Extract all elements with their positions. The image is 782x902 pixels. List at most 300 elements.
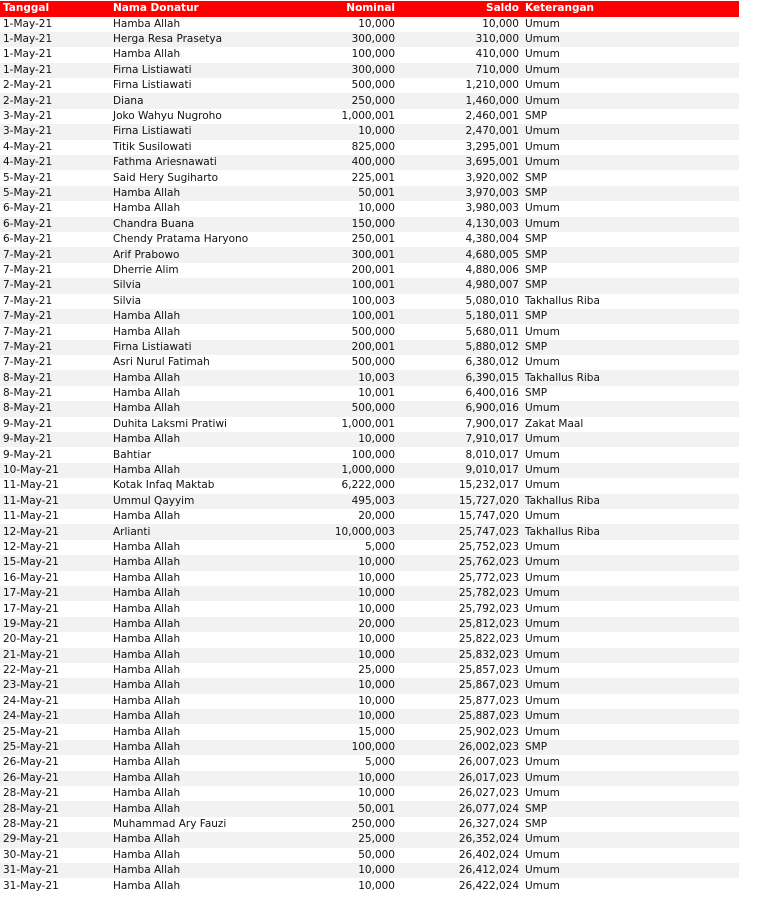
table-row [0, 817, 739, 832]
cell-keterangan: Umum [522, 447, 739, 462]
cell-saldo: 25,902,023 [398, 724, 522, 739]
cell-keterangan: Umum [522, 63, 739, 78]
table-row [0, 832, 739, 847]
cell-tanggal: 5-May-21 [0, 170, 110, 185]
cell-tanggal: 9-May-21 [0, 447, 110, 462]
cell-nama-donatur: Hamba Allah [110, 617, 288, 632]
cell-keterangan: Umum [522, 401, 739, 416]
cell-nominal: 10,000 [288, 432, 398, 447]
cell-tanggal: 9-May-21 [0, 432, 110, 447]
cell-saldo: 3,970,003 [398, 186, 522, 201]
table-row [0, 494, 739, 509]
cell-nama-donatur: Duhita Laksmi Pratiwi [110, 417, 288, 432]
cell-nominal: 100,000 [288, 447, 398, 462]
cell-keterangan: Umum [522, 17, 739, 32]
cell-saldo: 1,210,000 [398, 78, 522, 93]
cell-nama-donatur: Hamba Allah [110, 201, 288, 216]
cell-tanggal: 11-May-21 [0, 478, 110, 493]
cell-nama-donatur: Hamba Allah [110, 17, 288, 32]
cell-nama-donatur: Arif Prabowo [110, 247, 288, 262]
cell-tanggal: 3-May-21 [0, 109, 110, 124]
cell-nominal: 10,000 [288, 632, 398, 647]
cell-nominal: 10,000 [288, 771, 398, 786]
cell-saldo: 25,857,023 [398, 663, 522, 678]
cell-saldo: 2,460,001 [398, 109, 522, 124]
table-row [0, 201, 739, 216]
cell-keterangan: Umum [522, 47, 739, 62]
table-row [0, 17, 739, 32]
cell-saldo: 25,792,023 [398, 601, 522, 616]
cell-nominal: 1,000,001 [288, 109, 398, 124]
cell-tanggal: 3-May-21 [0, 124, 110, 139]
cell-saldo: 5,180,011 [398, 309, 522, 324]
cell-saldo: 3,980,003 [398, 201, 522, 216]
cell-keterangan: Umum [522, 432, 739, 447]
table-row [0, 63, 739, 78]
table-row [0, 663, 739, 678]
cell-nominal: 1,000,001 [288, 417, 398, 432]
cell-nominal: 250,000 [288, 93, 398, 108]
table-row [0, 170, 739, 185]
cell-nominal: 10,003 [288, 370, 398, 385]
cell-nominal: 300,000 [288, 63, 398, 78]
cell-tanggal: 26-May-21 [0, 771, 110, 786]
cell-saldo: 26,077,024 [398, 801, 522, 816]
cell-keterangan: Umum [522, 878, 739, 893]
table-row [0, 247, 739, 262]
cell-saldo: 25,877,023 [398, 694, 522, 709]
cell-keterangan: Umum [522, 601, 739, 616]
cell-saldo: 25,782,023 [398, 586, 522, 601]
cell-saldo: 4,980,007 [398, 278, 522, 293]
cell-nama-donatur: Hamba Allah [110, 755, 288, 770]
table-row [0, 478, 739, 493]
cell-saldo: 4,680,005 [398, 247, 522, 262]
cell-tanggal: 31-May-21 [0, 878, 110, 893]
cell-tanggal: 9-May-21 [0, 417, 110, 432]
cell-nominal: 100,001 [288, 278, 398, 293]
table-row [0, 78, 739, 93]
cell-nama-donatur: Ummul Qayyim [110, 494, 288, 509]
cell-saldo: 5,080,010 [398, 294, 522, 309]
cell-nama-donatur: Hamba Allah [110, 863, 288, 878]
header-tanggal: Tanggal [0, 1, 110, 17]
cell-saldo: 4,880,006 [398, 263, 522, 278]
cell-tanggal: 19-May-21 [0, 617, 110, 632]
table-row [0, 709, 739, 724]
cell-nominal: 50,001 [288, 186, 398, 201]
table-row [0, 370, 739, 385]
cell-nominal: 250,001 [288, 232, 398, 247]
cell-nominal: 10,000 [288, 786, 398, 801]
cell-saldo: 310,000 [398, 32, 522, 47]
table-body [0, 17, 739, 894]
cell-nama-donatur: Hamba Allah [110, 463, 288, 478]
cell-nama-donatur: Chandra Buana [110, 217, 288, 232]
cell-keterangan: SMP [522, 278, 739, 293]
cell-nama-donatur: Hamba Allah [110, 648, 288, 663]
table-row [0, 309, 739, 324]
table-row [0, 186, 739, 201]
cell-keterangan: Umum [522, 863, 739, 878]
cell-nama-donatur: Hamba Allah [110, 801, 288, 816]
cell-nominal: 10,000 [288, 124, 398, 139]
cell-tanggal: 17-May-21 [0, 586, 110, 601]
cell-saldo: 4,380,004 [398, 232, 522, 247]
cell-nama-donatur: Said Hery Sugiharto [110, 170, 288, 185]
cell-keterangan: Umum [522, 155, 739, 170]
cell-keterangan: SMP [522, 386, 739, 401]
cell-tanggal: 16-May-21 [0, 571, 110, 586]
cell-tanggal: 10-May-21 [0, 463, 110, 478]
cell-saldo: 10,000 [398, 17, 522, 32]
cell-nama-donatur: Firna Listiawati [110, 78, 288, 93]
cell-nominal: 25,000 [288, 832, 398, 847]
cell-saldo: 25,832,023 [398, 648, 522, 663]
cell-keterangan: Umum [522, 724, 739, 739]
cell-tanggal: 11-May-21 [0, 509, 110, 524]
cell-keterangan: Umum [522, 93, 739, 108]
cell-keterangan: Takhallus Riba [522, 370, 739, 385]
cell-nama-donatur: Hamba Allah [110, 386, 288, 401]
cell-keterangan: Umum [522, 555, 739, 570]
cell-keterangan: Umum [522, 678, 739, 693]
cell-tanggal: 4-May-21 [0, 140, 110, 155]
cell-nama-donatur: Hamba Allah [110, 771, 288, 786]
cell-keterangan: Takhallus Riba [522, 524, 739, 539]
cell-nama-donatur: Hamba Allah [110, 663, 288, 678]
table-row [0, 263, 739, 278]
cell-nominal: 10,000 [288, 571, 398, 586]
cell-keterangan: Umum [522, 709, 739, 724]
table-row [0, 355, 739, 370]
cell-nominal: 10,001 [288, 386, 398, 401]
cell-keterangan: Umum [522, 32, 739, 47]
cell-saldo: 1,460,000 [398, 93, 522, 108]
cell-nominal: 1,000,000 [288, 463, 398, 478]
table-row [0, 524, 739, 539]
cell-tanggal: 26-May-21 [0, 755, 110, 770]
cell-saldo: 7,910,017 [398, 432, 522, 447]
cell-saldo: 15,747,020 [398, 509, 522, 524]
cell-keterangan: SMP [522, 263, 739, 278]
cell-nominal: 10,000,003 [288, 524, 398, 539]
cell-nama-donatur: Hamba Allah [110, 555, 288, 570]
cell-keterangan: Umum [522, 663, 739, 678]
cell-nama-donatur: Hamba Allah [110, 694, 288, 709]
cell-nominal: 50,000 [288, 848, 398, 863]
cell-saldo: 3,295,001 [398, 140, 522, 155]
cell-tanggal: 29-May-21 [0, 832, 110, 847]
table-row [0, 678, 739, 693]
cell-nominal: 250,000 [288, 817, 398, 832]
cell-keterangan: Umum [522, 463, 739, 478]
header-nominal: Nominal [288, 1, 398, 17]
table-row [0, 571, 739, 586]
cell-nama-donatur: Hamba Allah [110, 324, 288, 339]
cell-saldo: 2,470,001 [398, 124, 522, 139]
cell-nominal: 200,001 [288, 263, 398, 278]
cell-nominal: 10,000 [288, 648, 398, 663]
cell-saldo: 25,887,023 [398, 709, 522, 724]
table-row [0, 540, 739, 555]
cell-saldo: 25,772,023 [398, 571, 522, 586]
table-row [0, 724, 739, 739]
cell-tanggal: 15-May-21 [0, 555, 110, 570]
table-row [0, 278, 739, 293]
cell-nama-donatur: Hamba Allah [110, 186, 288, 201]
cell-tanggal: 4-May-21 [0, 155, 110, 170]
table-row [0, 340, 739, 355]
table-row [0, 432, 739, 447]
table-row [0, 124, 739, 139]
cell-nominal: 5,000 [288, 755, 398, 770]
cell-nominal: 495,003 [288, 494, 398, 509]
cell-nama-donatur: Hamba Allah [110, 432, 288, 447]
cell-tanggal: 30-May-21 [0, 848, 110, 863]
cell-tanggal: 31-May-21 [0, 863, 110, 878]
cell-saldo: 25,867,023 [398, 678, 522, 693]
cell-nama-donatur: Hamba Allah [110, 878, 288, 893]
cell-keterangan: Umum [522, 848, 739, 863]
cell-saldo: 26,412,024 [398, 863, 522, 878]
cell-nama-donatur: Hamba Allah [110, 47, 288, 62]
table-row [0, 863, 739, 878]
cell-nama-donatur: Muhammad Ary Fauzi [110, 817, 288, 832]
cell-nama-donatur: Arlianti [110, 524, 288, 539]
cell-nominal: 300,000 [288, 32, 398, 47]
cell-keterangan: Umum [522, 632, 739, 647]
cell-nama-donatur: Chendy Pratama Haryono [110, 232, 288, 247]
table-row [0, 47, 739, 62]
cell-tanggal: 7-May-21 [0, 294, 110, 309]
cell-nominal: 10,000 [288, 586, 398, 601]
cell-nama-donatur: Hamba Allah [110, 401, 288, 416]
table-row [0, 463, 739, 478]
cell-keterangan: Umum [522, 755, 739, 770]
cell-keterangan: Umum [522, 540, 739, 555]
cell-nominal: 15,000 [288, 724, 398, 739]
cell-keterangan: Umum [522, 124, 739, 139]
cell-tanggal: 23-May-21 [0, 678, 110, 693]
cell-nama-donatur: Silvia [110, 294, 288, 309]
cell-nominal: 150,000 [288, 217, 398, 232]
cell-nama-donatur: Asri Nurul Fatimah [110, 355, 288, 370]
cell-tanggal: 12-May-21 [0, 540, 110, 555]
cell-nominal: 20,000 [288, 617, 398, 632]
cell-saldo: 8,010,017 [398, 447, 522, 462]
table-row [0, 801, 739, 816]
table-row [0, 109, 739, 124]
table-row [0, 740, 739, 755]
cell-saldo: 26,027,023 [398, 786, 522, 801]
cell-keterangan: Zakat Maal [522, 417, 739, 432]
table-row [0, 140, 739, 155]
cell-keterangan: Umum [522, 355, 739, 370]
cell-nominal: 200,001 [288, 340, 398, 355]
cell-nama-donatur: Dherrie Alim [110, 263, 288, 278]
cell-keterangan: Umum [522, 571, 739, 586]
cell-nama-donatur: Hamba Allah [110, 724, 288, 739]
table-row [0, 601, 739, 616]
cell-nominal: 6,222,000 [288, 478, 398, 493]
cell-nominal: 100,001 [288, 309, 398, 324]
cell-saldo: 26,352,024 [398, 832, 522, 847]
cell-nama-donatur: Hamba Allah [110, 740, 288, 755]
cell-keterangan: Takhallus Riba [522, 294, 739, 309]
cell-saldo: 26,402,024 [398, 848, 522, 863]
cell-nominal: 100,000 [288, 740, 398, 755]
table-row [0, 294, 739, 309]
cell-nama-donatur: Kotak Infaq Maktab [110, 478, 288, 493]
cell-tanggal: 7-May-21 [0, 263, 110, 278]
cell-tanggal: 28-May-21 [0, 801, 110, 816]
cell-saldo: 6,390,015 [398, 370, 522, 385]
cell-saldo: 410,000 [398, 47, 522, 62]
cell-tanggal: 1-May-21 [0, 32, 110, 47]
cell-keterangan: SMP [522, 186, 739, 201]
table-row [0, 586, 739, 601]
cell-nominal: 225,001 [288, 170, 398, 185]
cell-nominal: 10,000 [288, 709, 398, 724]
cell-tanggal: 11-May-21 [0, 494, 110, 509]
cell-keterangan: SMP [522, 340, 739, 355]
cell-tanggal: 7-May-21 [0, 247, 110, 262]
cell-nama-donatur: Diana [110, 93, 288, 108]
cell-saldo: 25,762,023 [398, 555, 522, 570]
table-row [0, 694, 739, 709]
cell-tanggal: 2-May-21 [0, 78, 110, 93]
cell-nominal: 10,000 [288, 678, 398, 693]
cell-tanggal: 8-May-21 [0, 386, 110, 401]
cell-nominal: 10,000 [288, 17, 398, 32]
cell-keterangan: Umum [522, 478, 739, 493]
table-row [0, 417, 739, 432]
cell-keterangan: Umum [522, 324, 739, 339]
cell-nama-donatur: Hamba Allah [110, 786, 288, 801]
cell-nama-donatur: Hamba Allah [110, 571, 288, 586]
donation-ledger-table [0, 1, 739, 894]
cell-nominal: 100,000 [288, 47, 398, 62]
cell-saldo: 3,695,001 [398, 155, 522, 170]
cell-tanggal: 7-May-21 [0, 324, 110, 339]
cell-nama-donatur: Hamba Allah [110, 709, 288, 724]
cell-tanggal: 21-May-21 [0, 648, 110, 663]
cell-nama-donatur: Herga Resa Prasetya [110, 32, 288, 47]
cell-keterangan: Takhallus Riba [522, 494, 739, 509]
cell-tanggal: 5-May-21 [0, 186, 110, 201]
cell-nama-donatur: Hamba Allah [110, 632, 288, 647]
table-row [0, 217, 739, 232]
cell-nama-donatur: Hamba Allah [110, 678, 288, 693]
header-saldo: Saldo [398, 1, 522, 17]
cell-nama-donatur: Titik Susilowati [110, 140, 288, 155]
cell-nama-donatur: Bahtiar [110, 447, 288, 462]
cell-keterangan: Umum [522, 217, 739, 232]
cell-nominal: 500,000 [288, 78, 398, 93]
cell-tanggal: 28-May-21 [0, 817, 110, 832]
cell-tanggal: 28-May-21 [0, 786, 110, 801]
cell-keterangan: Umum [522, 832, 739, 847]
table-row [0, 848, 739, 863]
cell-nominal: 10,000 [288, 863, 398, 878]
table-row [0, 555, 739, 570]
cell-nominal: 400,000 [288, 155, 398, 170]
cell-saldo: 5,880,012 [398, 340, 522, 355]
cell-saldo: 6,400,016 [398, 386, 522, 401]
cell-keterangan: Umum [522, 509, 739, 524]
cell-tanggal: 1-May-21 [0, 17, 110, 32]
cell-saldo: 26,002,023 [398, 740, 522, 755]
cell-nominal: 100,003 [288, 294, 398, 309]
cell-nama-donatur: Hamba Allah [110, 370, 288, 385]
cell-tanggal: 8-May-21 [0, 370, 110, 385]
cell-tanggal: 1-May-21 [0, 63, 110, 78]
cell-saldo: 9,010,017 [398, 463, 522, 478]
table-row [0, 786, 739, 801]
table-row [0, 386, 739, 401]
cell-nominal: 825,000 [288, 140, 398, 155]
cell-nominal: 500,000 [288, 401, 398, 416]
cell-saldo: 25,812,023 [398, 617, 522, 632]
cell-keterangan: SMP [522, 247, 739, 262]
cell-saldo: 26,007,023 [398, 755, 522, 770]
cell-tanggal: 12-May-21 [0, 524, 110, 539]
cell-tanggal: 24-May-21 [0, 694, 110, 709]
cell-tanggal: 17-May-21 [0, 601, 110, 616]
cell-nama-donatur: Hamba Allah [110, 848, 288, 863]
table-header [0, 1, 739, 17]
cell-keterangan: SMP [522, 740, 739, 755]
table-row [0, 771, 739, 786]
cell-saldo: 3,920,002 [398, 170, 522, 185]
cell-saldo: 15,727,020 [398, 494, 522, 509]
cell-keterangan: SMP [522, 801, 739, 816]
cell-saldo: 6,380,012 [398, 355, 522, 370]
cell-nominal: 500,000 [288, 355, 398, 370]
cell-tanggal: 7-May-21 [0, 309, 110, 324]
table-row [0, 232, 739, 247]
cell-tanggal: 6-May-21 [0, 232, 110, 247]
cell-tanggal: 25-May-21 [0, 724, 110, 739]
cell-keterangan: SMP [522, 170, 739, 185]
cell-keterangan: Umum [522, 648, 739, 663]
cell-nominal: 10,000 [288, 201, 398, 216]
table-row [0, 755, 739, 770]
table-row [0, 447, 739, 462]
cell-nama-donatur: Firna Listiawati [110, 124, 288, 139]
cell-keterangan: Umum [522, 201, 739, 216]
cell-tanggal: 7-May-21 [0, 340, 110, 355]
table-row [0, 509, 739, 524]
cell-nominal: 10,000 [288, 694, 398, 709]
table-row [0, 155, 739, 170]
cell-saldo: 5,680,011 [398, 324, 522, 339]
cell-keterangan: Umum [522, 78, 739, 93]
cell-saldo: 7,900,017 [398, 417, 522, 432]
cell-nama-donatur: Silvia [110, 278, 288, 293]
table-row [0, 32, 739, 47]
cell-saldo: 25,822,023 [398, 632, 522, 647]
cell-keterangan: Umum [522, 786, 739, 801]
cell-nominal: 500,000 [288, 324, 398, 339]
cell-tanggal: 2-May-21 [0, 93, 110, 108]
cell-saldo: 710,000 [398, 63, 522, 78]
cell-saldo: 15,232,017 [398, 478, 522, 493]
cell-nama-donatur: Firna Listiawati [110, 63, 288, 78]
cell-nama-donatur: Hamba Allah [110, 601, 288, 616]
cell-keterangan: SMP [522, 232, 739, 247]
